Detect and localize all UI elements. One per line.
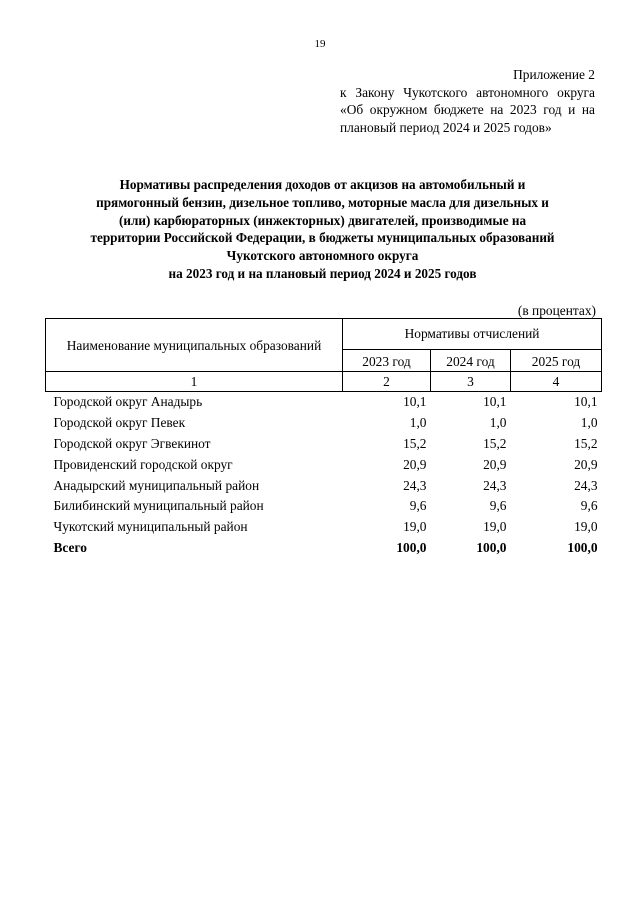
column-number: 2 xyxy=(343,372,431,392)
value-2024: 20,9 xyxy=(483,456,507,472)
table-row xyxy=(46,517,602,538)
municipality-name: Городской округ Эгвекинот xyxy=(53,435,211,451)
value-2025: 19,0 xyxy=(574,519,598,535)
header-year-2024: 2024 год xyxy=(431,350,511,372)
header-norms: Нормативы отчислений xyxy=(343,319,602,350)
table-row xyxy=(46,496,602,517)
total-row xyxy=(46,538,602,559)
appendix-title: Приложение 2 xyxy=(513,67,595,82)
value-2025: 15,2 xyxy=(574,435,598,451)
title-line: территории Российской Федерации, в бюджеты муниципальных образований xyxy=(90,230,555,246)
appendix-body: к Закону Чукотского автономного округа «Об окружном бюджете на 2023 год и на плановый период 2024 и 2025 годов» xyxy=(340,84,595,135)
value-2023: 1,0 xyxy=(409,415,427,431)
column-number: 4 xyxy=(511,372,602,392)
value-2025: 1,0 xyxy=(580,415,598,431)
municipality-name: Городской округ Анадырь xyxy=(53,394,203,410)
value-2023: 10,1 xyxy=(403,394,427,410)
header-year-2025: 2025 год xyxy=(511,350,602,372)
title-line: Чукотского автономного округа xyxy=(226,248,419,264)
title-line: на 2023 год и на плановый период 2024 и 2025 годов xyxy=(168,265,477,281)
value-2025: 20,9 xyxy=(574,456,598,472)
title-line: Нормативы распределения доходов от акцизов на автомобильный и xyxy=(119,177,526,192)
total-2023: 100,0 xyxy=(396,539,427,555)
value-2025: 24,3 xyxy=(574,477,598,493)
header-year-2023: 2023 год xyxy=(343,350,431,372)
total-2025: 100,0 xyxy=(567,539,598,555)
unit-note: (в процентах) xyxy=(517,303,596,318)
table-row xyxy=(46,454,602,475)
total-label: Всего xyxy=(53,539,87,555)
value-2024: 10,1 xyxy=(483,394,507,410)
value-2023: 9,6 xyxy=(409,498,427,514)
value-2023: 15,2 xyxy=(403,435,427,451)
municipality-name: Анадырский муниципальный район xyxy=(53,477,260,493)
title-line: (или) карбюраторных (инжекторных) двигателей, производимые на xyxy=(118,212,527,228)
value-2023: 24,3 xyxy=(403,477,427,493)
value-2024: 15,2 xyxy=(483,435,507,451)
value-2023: 20,9 xyxy=(403,456,427,472)
column-number: 3 xyxy=(431,372,511,392)
table-row xyxy=(46,392,602,413)
column-number: 1 xyxy=(46,372,343,392)
municipality-name: Билибинский муниципальный район xyxy=(53,498,264,514)
total-2024: 100,0 xyxy=(476,539,507,555)
municipality-name: Чукотский муниципальный район xyxy=(53,519,248,535)
value-2025: 10,1 xyxy=(574,394,598,410)
allocation-table xyxy=(45,318,602,558)
value-2024: 24,3 xyxy=(483,477,507,493)
value-2024: 1,0 xyxy=(489,415,507,431)
municipality-name: Городской округ Певек xyxy=(53,415,186,431)
value-2024: 19,0 xyxy=(483,519,507,535)
municipality-name: Провиденский городской округ xyxy=(53,456,233,472)
value-2024: 9,6 xyxy=(489,498,507,514)
header-municipality: Наименование муниципальных образований xyxy=(46,319,343,372)
value-2023: 19,0 xyxy=(403,519,427,535)
title-line: прямогонный бензин, дизельное топливо, моторные масла для дизельных и xyxy=(96,194,549,210)
page-number: 19 xyxy=(314,38,326,50)
document-title xyxy=(40,176,605,283)
table-row xyxy=(46,434,602,455)
table-row xyxy=(46,413,602,434)
table-row xyxy=(46,475,602,496)
value-2025: 9,6 xyxy=(580,498,598,514)
appendix-block xyxy=(340,66,595,136)
